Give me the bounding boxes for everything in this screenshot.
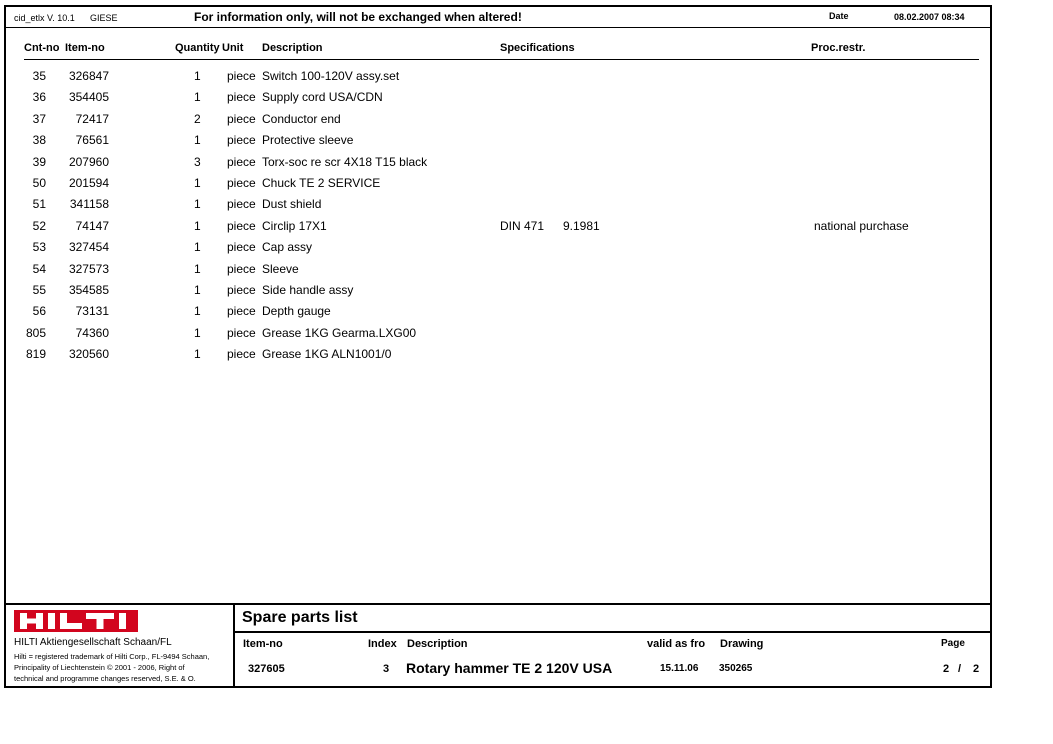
cell-item-no: 74360: [75, 325, 109, 340]
table-row: [6, 155, 990, 176]
notice-text: For information only, will not be exchanged when altered!: [194, 10, 522, 24]
cell-item-no: 207960: [68, 154, 109, 169]
cell-item-no: 201594: [68, 176, 109, 190]
cell-unit: piece: [227, 133, 256, 148]
table-row: [6, 347, 990, 368]
cell-unit: piece: [227, 283, 256, 297]
cell-item-no: 327454: [68, 240, 109, 255]
cell-cnt-no: 53: [32, 240, 46, 255]
footer-item-no: 327605: [248, 663, 285, 675]
title-block-vertical-divider: [233, 605, 235, 688]
cell-cnt-no: 805: [25, 325, 46, 340]
table-row: [6, 197, 990, 218]
footer-description: Rotary hammer TE 2 120V USA: [406, 660, 613, 676]
cell-description: Grease 1KG ALN1001/0: [262, 347, 392, 362]
col-header-item-no: Item-no: [65, 42, 105, 54]
cell-description: Circlip 17X1: [262, 218, 327, 233]
user-name: GIESE: [90, 13, 118, 23]
cell-quantity: 1: [194, 69, 201, 83]
col-header-unit: Unit: [222, 42, 244, 54]
footer-label-index: Index: [368, 638, 397, 650]
cell-quantity: 1: [194, 283, 201, 297]
col-header-cnt-no: Cnt-no: [24, 42, 60, 54]
table-row: [6, 240, 990, 261]
cell-quantity: 1: [194, 240, 201, 255]
document-title: Spare parts list: [242, 609, 358, 626]
table-row: [6, 112, 990, 133]
cell-item-no: 326847: [68, 69, 109, 83]
table-row: [6, 176, 990, 197]
legal-line-2: Principality of Liechtenstein © 2001 - 2006, Right of: [14, 663, 185, 672]
cell-description: Cap assy: [262, 240, 313, 255]
cell-unit: piece: [227, 325, 256, 340]
cell-spec-standard: DIN 471: [500, 218, 545, 233]
cell-description: Sleeve: [262, 261, 299, 276]
cell-unit: piece: [227, 197, 256, 212]
cell-description: Torx-soc re scr 4X18 T15 black: [262, 154, 428, 169]
footer-valid-from: 15.11.06: [660, 663, 699, 674]
footer-page-total: 2: [973, 663, 980, 675]
footer-index: 3: [383, 663, 390, 675]
cell-cnt-no: 36: [32, 90, 46, 105]
column-header-divider: [24, 59, 979, 60]
legal-line-1: Hilti = registered trademark of Hilti Corp., FL-9494 Schaan,: [14, 652, 210, 661]
cell-cnt-no: 51: [32, 197, 46, 212]
cell-description: Side handle assy: [262, 283, 354, 297]
cell-quantity: 3: [194, 154, 201, 169]
title-block: [6, 603, 990, 688]
cell-quantity: 1: [194, 133, 201, 148]
cell-quantity: 1: [194, 197, 201, 212]
cell-unit: piece: [227, 240, 256, 255]
cell-unit: piece: [227, 176, 256, 190]
table-row: [6, 133, 990, 154]
table-row: [6, 326, 990, 347]
footer-label-item-no: Item-no: [243, 638, 283, 650]
cell-cnt-no: 50: [32, 176, 46, 190]
cell-unit: piece: [227, 69, 256, 83]
cell-item-no: 354585: [68, 283, 109, 297]
cell-cnt-no: 56: [32, 304, 46, 319]
cell-quantity: 1: [194, 176, 201, 190]
footer-label-valid-from: valid as fro: [647, 638, 706, 650]
cell-item-no: 341158: [69, 197, 109, 212]
cell-item-no: 327573: [68, 261, 109, 276]
cell-cnt-no: 55: [32, 283, 46, 297]
table-row: [6, 304, 990, 325]
cell-unit: piece: [227, 154, 256, 169]
table-row: [6, 90, 990, 111]
cell-quantity: 1: [194, 218, 201, 233]
hilti-logo: [14, 610, 138, 632]
table-row: [6, 69, 990, 90]
cell-unit: piece: [227, 304, 256, 319]
cell-cnt-no: 819: [25, 347, 46, 362]
col-header-quantity: Quantity: [175, 42, 220, 54]
cell-description: Protective sleeve: [262, 133, 354, 148]
program-version: cid_etlx V. 10.1: [14, 13, 75, 23]
col-header-specifications: Specifications: [500, 42, 575, 54]
document-frame: [4, 5, 992, 688]
cell-quantity: 1: [194, 90, 201, 105]
cell-item-no: 73131: [75, 304, 109, 319]
cell-cnt-no: 37: [32, 111, 46, 126]
footer-page-current: 2: [943, 663, 950, 675]
cell-cnt-no: 39: [32, 154, 46, 169]
cell-spec-edition: 9.1981: [563, 218, 600, 233]
table-row: [6, 219, 990, 240]
cell-description: Conductor end: [262, 111, 341, 126]
cell-quantity: 2: [194, 111, 201, 126]
cell-unit: piece: [227, 261, 256, 276]
cell-description: Switch 100-120V assy.set: [262, 69, 400, 83]
cell-cnt-no: 38: [32, 133, 46, 148]
cell-quantity: 1: [194, 325, 201, 340]
cell-unit: piece: [227, 90, 256, 105]
cell-quantity: 1: [194, 261, 201, 276]
title-block-horizontal-divider: [233, 631, 990, 633]
footer-label-description: Description: [407, 638, 468, 650]
cell-unit: piece: [227, 111, 256, 126]
cell-quantity: 1: [194, 304, 201, 319]
cell-item-no: 354405: [68, 90, 109, 105]
cell-description: Grease 1KG Gearma.LXG00: [262, 325, 417, 340]
footer-page-separator: /: [958, 663, 962, 675]
footer-label-page: Page: [941, 638, 965, 649]
cell-cnt-no: 52: [32, 218, 46, 233]
footer-drawing: 350265: [719, 663, 753, 674]
cell-item-no: 76561: [75, 133, 109, 148]
company-name: HILTI Aktiengesellschaft Schaan/FL: [14, 637, 172, 648]
cell-proc-restr: national purchase: [814, 218, 909, 233]
cell-item-no: 320560: [68, 347, 109, 362]
cell-cnt-no: 35: [32, 69, 46, 83]
cell-unit: piece: [227, 218, 256, 233]
col-header-description: Description: [262, 42, 323, 54]
table-row: [6, 283, 990, 304]
date-value: 08.02.2007 08:34: [894, 12, 965, 22]
cell-description: Chuck TE 2 SERVICE: [262, 176, 381, 190]
cell-item-no: 74147: [75, 218, 109, 233]
cell-description: Supply cord USA/CDN: [262, 90, 383, 105]
cell-quantity: 1: [194, 347, 201, 362]
cell-cnt-no: 54: [32, 261, 46, 276]
col-header-proc-restr: Proc.restr.: [811, 42, 866, 54]
date-label: Date: [829, 11, 849, 21]
footer-label-drawing: Drawing: [720, 638, 764, 650]
legal-line-3: technical and programme changes reserved, S.E. & O.: [14, 674, 196, 683]
cell-description: Depth gauge: [262, 304, 331, 319]
header-divider: [6, 27, 990, 28]
cell-item-no: 72417: [75, 111, 109, 126]
cell-description: Dust shield: [262, 197, 322, 212]
cell-unit: piece: [227, 347, 256, 362]
table-row: [6, 262, 990, 283]
